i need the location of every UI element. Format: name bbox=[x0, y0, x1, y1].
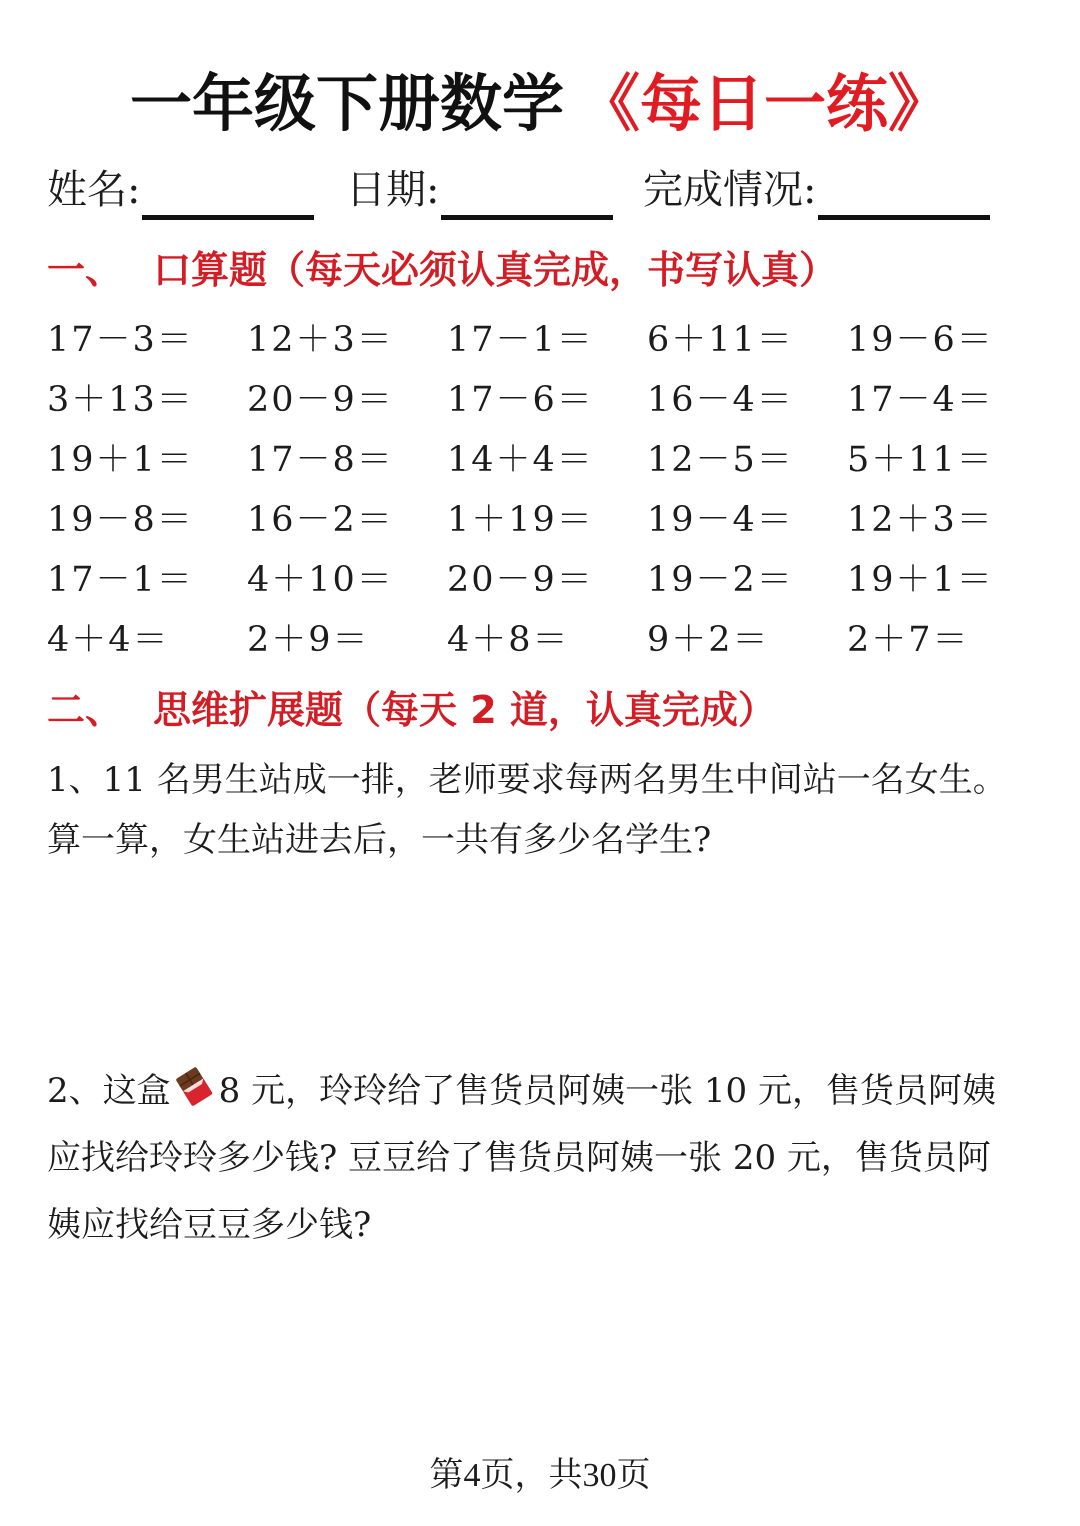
question-2-line bbox=[47, 1058, 1047, 1125]
name-field bbox=[47, 160, 314, 220]
question-2-text-after-icon: 8 元，玲玲给了售货员阿姨一张 10 元，售货员阿姨 bbox=[218, 1071, 996, 1111]
section1-number: 一、 bbox=[47, 248, 124, 292]
problem: 20－9＝ bbox=[247, 380, 394, 420]
problem-row bbox=[47, 370, 1047, 430]
problem: 19－2＝ bbox=[647, 560, 794, 600]
problem: 1＋19＝ bbox=[447, 500, 594, 540]
title-accent: 《每日一练》 bbox=[578, 67, 951, 140]
status-field bbox=[643, 160, 990, 220]
problem: 4＋8＝ bbox=[447, 620, 570, 660]
name-blank-line[interactable] bbox=[142, 165, 314, 220]
problem: 19＋1＝ bbox=[847, 560, 994, 600]
problem: 19－4＝ bbox=[647, 500, 794, 540]
section1-heading-text: 口算题（每天必须认真完成，书写认真） bbox=[153, 248, 838, 292]
question-1 bbox=[47, 750, 1047, 870]
problem-row bbox=[47, 550, 1047, 610]
problem: 20－9＝ bbox=[447, 560, 594, 600]
question-2 bbox=[47, 1058, 1047, 1259]
section2-heading-text: 思维扩展题（每天 2 道，认真完成） bbox=[153, 688, 776, 732]
problem: 17－6＝ bbox=[447, 380, 594, 420]
problem: 5＋11＝ bbox=[847, 440, 994, 480]
mental-math-problems bbox=[47, 310, 1047, 670]
problem: 4＋4＝ bbox=[47, 620, 170, 660]
problem: 9＋2＝ bbox=[647, 620, 770, 660]
problem-row bbox=[47, 430, 1047, 490]
problem: 12－5＝ bbox=[647, 440, 794, 480]
page-title bbox=[0, 62, 1080, 146]
date-blank-line[interactable] bbox=[441, 165, 613, 220]
date-field bbox=[346, 160, 613, 220]
problem: 19－8＝ bbox=[47, 500, 194, 540]
date-label: 日期: bbox=[346, 167, 440, 213]
problem: 4＋10＝ bbox=[247, 560, 394, 600]
problem: 2＋7＝ bbox=[847, 620, 970, 660]
problem-row bbox=[47, 610, 1047, 670]
problem: 16－4＝ bbox=[647, 380, 794, 420]
problem: 17－1＝ bbox=[47, 560, 194, 600]
problem-row bbox=[47, 310, 1047, 370]
problem: 12＋3＝ bbox=[847, 500, 994, 540]
question-2-text-before-icon: 2、这盒 bbox=[47, 1071, 171, 1111]
problem: 17－3＝ bbox=[47, 320, 194, 360]
problem: 14＋4＝ bbox=[447, 440, 594, 480]
problem: 17－8＝ bbox=[247, 440, 394, 480]
problem: 19－6＝ bbox=[847, 320, 994, 360]
status-label: 完成情况: bbox=[643, 167, 817, 213]
problem: 19＋1＝ bbox=[47, 440, 194, 480]
status-blank-line[interactable] bbox=[818, 165, 990, 220]
page-footer: 第4页，共30页 bbox=[429, 1457, 651, 1494]
section2-heading bbox=[47, 682, 776, 738]
problem: 17－4＝ bbox=[847, 380, 994, 420]
title-main: 一年级下册数学 bbox=[129, 67, 564, 140]
chocolate-bar-icon bbox=[173, 1062, 217, 1102]
problem: 3＋13＝ bbox=[47, 380, 194, 420]
question-1-line: 1、11 名男生站成一排，老师要求每两名男生中间站一名女生。 bbox=[47, 760, 1007, 800]
problem: 16－2＝ bbox=[247, 500, 394, 540]
problem: 2＋9＝ bbox=[247, 620, 370, 660]
problem: 17－1＝ bbox=[447, 320, 594, 360]
section1-heading bbox=[47, 242, 837, 298]
section2-number: 二、 bbox=[47, 688, 124, 732]
problem: 12＋3＝ bbox=[247, 320, 394, 360]
problem: 6＋11＝ bbox=[647, 320, 794, 360]
question-1-line: 算一算，女生站进去后，一共有多少名学生? bbox=[47, 820, 712, 860]
question-2-line: 应找给玲玲多少钱? 豆豆给了售货员阿姨一张 20 元，售货员阿 bbox=[47, 1138, 991, 1178]
problem-row bbox=[47, 490, 1047, 550]
question-2-line: 姨应找给豆豆多少钱? bbox=[47, 1205, 372, 1245]
name-label: 姓名: bbox=[47, 167, 141, 213]
